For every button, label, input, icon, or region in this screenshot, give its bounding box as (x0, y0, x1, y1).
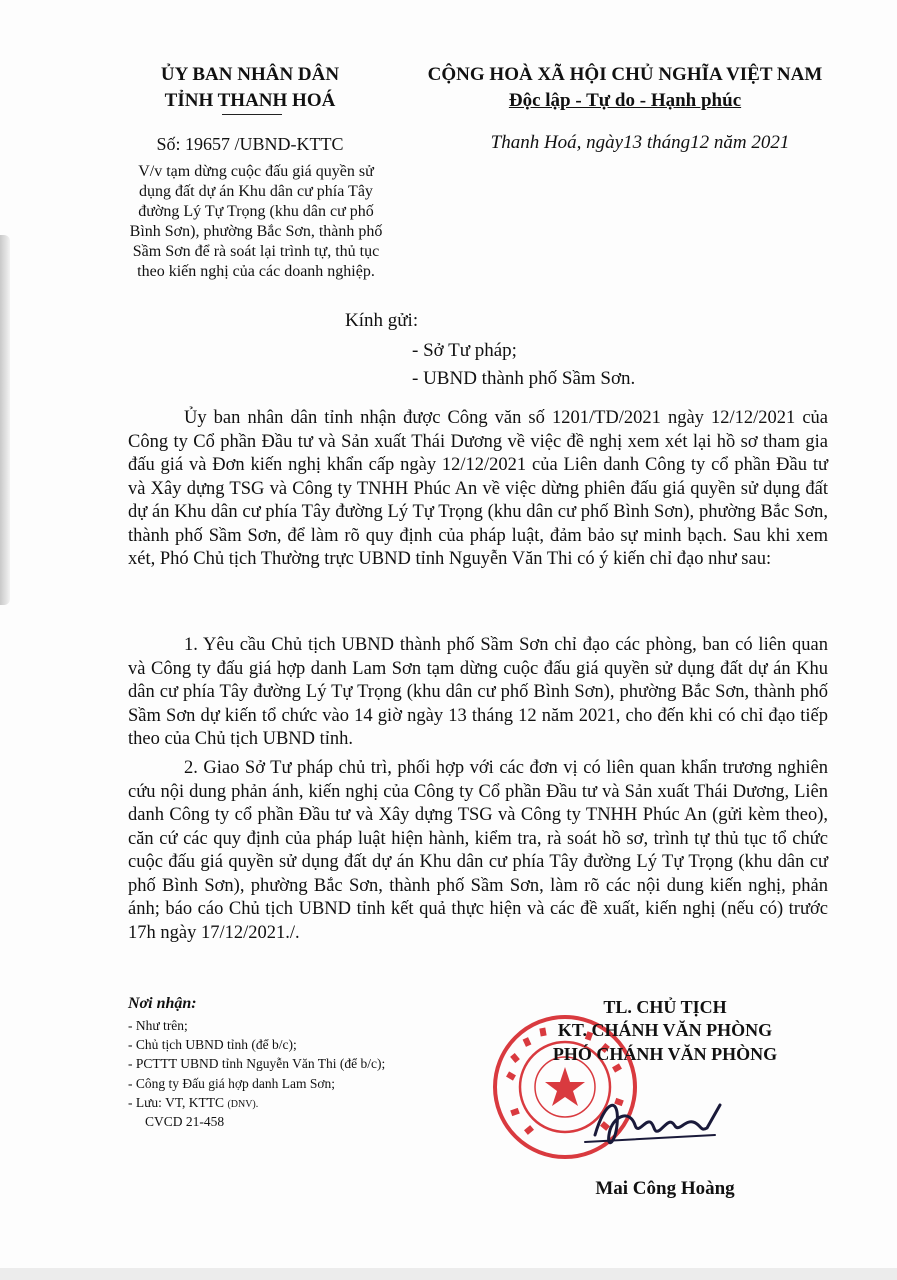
subject-line: Bình Sơn), phường Bắc Sơn, thành phố (129, 223, 383, 240)
issuing-org-line2: TỈNH THANH HOÁ (164, 90, 336, 111)
document-date: Thanh Hoá, ngày13 tháng12 năm 2021 (490, 132, 790, 153)
document-code: CVCD 21-458 (145, 1114, 225, 1129)
body-paragraph-1: 1. Yêu cầu Chủ tịch UBND thành phố Sầm Sơn chỉ đạo các phòng, ban có liên quan và Công ty đấu giá hợp danh Lam Sơn tạm dừng cuộc đấu giá quyền sử dụng đất dự án Khu dân cư phía Tây đường Lý Tự Trọng (khu dân cư phố Bình Sơn), phường Bắc Sơn, thành phố Sầm Sơn dự kiến tổ chức vào 14 giờ ngày 13 tháng 12 năm 2021, cho đến khi có chỉ đạo tiếp theo của Chủ tịch UBND tỉnh. (128, 635, 828, 749)
receiver-item: - Công ty Đấu giá hợp danh Lam Sơn; (128, 1076, 336, 1091)
subject-block (100, 162, 412, 282)
signature-title-2: KT. CHÁNH VĂN PHÒNG (557, 1020, 773, 1040)
document-number: Số: 19657 /UBND-KTTC (156, 134, 344, 154)
receiver-item-storage (128, 1095, 258, 1111)
subject-line: theo kiến nghị của các doanh nghiệp. (137, 263, 375, 280)
national-motto: Độc lập - Tự do - Hạnh phúc (508, 90, 742, 111)
body-paragraph-intro: Ủy ban nhân dân tỉnh nhận được Công văn số 1201/TD/2021 ngày 12/12/2021 của Công ty Cổ phần Đầu tư và Sản xuất Thái Dương về việc đề nghị xem xét lại hồ sơ tham gia đấu giá và Đơn kiến nghị khẩn cấp ngày 12/12/2021 của Liên danh Công ty cổ phần Đầu tư và Xây dựng TSG và Công ty TNHH Phúc An về việc dừng phiên đấu giá quyền sử dụng đất dự án Khu dân cư phía Tây đường Lý Tự Trọng (khu dân cư phố Bình Sơn), phường Bắc Sơn, thành phố Sầm Sơn, để làm rõ quy định của pháp luật, đảm bảo sự minh bạch. Sau khi xem xét, Phó Chủ tịch Thường trực UBND tỉnh Nguyễn Văn Thi có ý kiến chỉ đạo như sau: (128, 408, 828, 569)
subject-line: Sầm Sơn để rà soát lại trình tự, thủ tục (132, 243, 380, 260)
subject-line: đường Lý Tự Trọng (khu dân cư phố (138, 203, 374, 220)
page-edge-shadow (0, 235, 10, 605)
recipient-item: - Sở Tư pháp; (412, 340, 517, 361)
storage-note: (DNV). (227, 1099, 259, 1110)
receiver-item: - Như trên; (128, 1018, 188, 1033)
bottom-strip (0, 1268, 897, 1280)
signer-name: Mai Công Hoàng (595, 1178, 735, 1199)
subject-line: V/v tạm dừng cuộc đấu giá quyền sử (138, 163, 374, 180)
storage-label: - Lưu: VT, KTTC (128, 1095, 225, 1110)
receiver-item: - Chủ tịch UBND tỉnh (để b/c); (128, 1037, 297, 1052)
issuing-org-line1: ỦY BAN NHÂN DÂN (160, 64, 340, 85)
receivers-heading: Nơi nhận: (128, 995, 197, 1012)
handwritten-signature-icon (575, 1080, 725, 1160)
signature-title-3: PHÓ CHÁNH VĂN PHÒNG (552, 1044, 778, 1064)
greeting: Kính gửi: (345, 310, 419, 331)
org-underline (222, 114, 282, 115)
body-paragraph-2: 2. Giao Sở Tư pháp chủ trì, phối hợp với các đơn vị có liên quan khẩn trương nghiên cứu nội dung phản ánh, kiến nghị của Công ty Cổ phần Đầu tư và Sản xuất Thái Dương, Liên danh Công ty cổ phần Đầu tư và Xây dựng TSG và Công ty TNHH Phúc An (gửi kèm theo), căn cứ các quy định của pháp luật hiện hành, kiểm tra, rà soát hồ sơ, trình tự thủ tục tổ chức cuộc đấu giá quyền sử dụng đất dự án Khu dân cư phía Tây đường Lý Tự Trọng (khu dân cư phố Bình Sơn), phường Bắc Sơn, thành phố Sầm Sơn, làm rõ các nội dung kiến nghị, phản ánh; báo cáo Chủ tịch UBND tỉnh kết quả thực hiện và các đề xuất, kiến nghị (nếu có) trước 17h ngày 17/12/2021./. (128, 758, 828, 943)
recipient-item: - UBND thành phố Sầm Sơn. (412, 368, 636, 389)
subject-line: dụng đất dự án Khu dân cư phía Tây (139, 183, 373, 200)
receiver-item: - PCTTT UBND tỉnh Nguyễn Văn Thi (để b/c); (128, 1056, 386, 1071)
signature-title-1: TL. CHỦ TỊCH (603, 997, 727, 1017)
national-title: CỘNG HOÀ XÃ HỘI CHỦ NGHĨA VIỆT NAM (427, 64, 823, 85)
